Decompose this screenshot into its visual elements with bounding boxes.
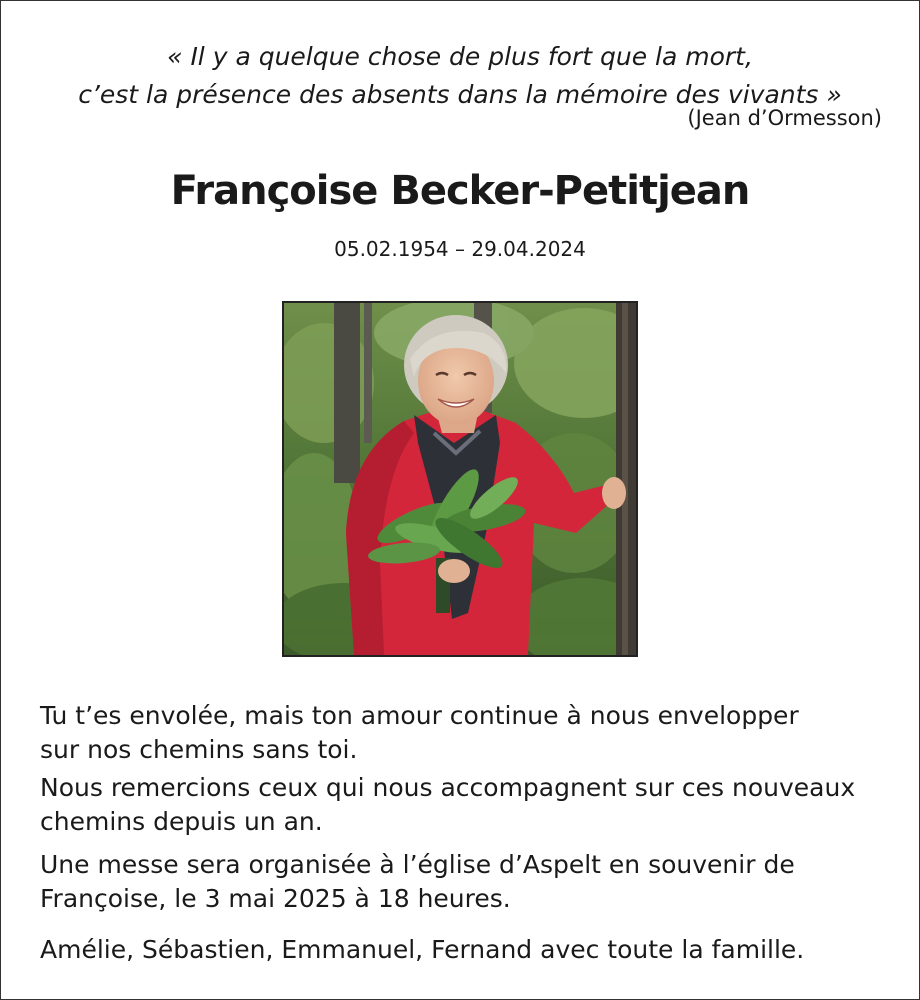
message-line: sur nos chemins sans toi. [40,735,358,764]
message-line: Tu t’es envolée, mais ton amour continue à nous envelopper [40,701,799,730]
quote-line-2: c’est la présence des absents dans la mémoire des vivants » [78,80,842,109]
message-line: chemins depuis un an. [40,807,323,836]
deceased-name: Françoise Becker-Petitjean [170,168,750,214]
life-dates: 05.02.1954 – 29.04.2024 [334,237,586,261]
message-paragraph-1 [40,699,882,767]
message-paragraph-2 [40,771,882,839]
family-signature: Amélie, Sébastien, Emmanuel, Fernand avec toute la famille. [40,935,805,964]
memorial-quote [0,38,920,114]
quote-author: (Jean d’Ormesson) [687,106,882,130]
message-paragraph-3 [40,848,882,916]
message-line: Une messe sera organisée à l’église d’Aspelt en souvenir de [40,850,795,879]
message-line: Nous remercions ceux qui nous accompagnent sur ces nouveaux [40,773,856,802]
portrait-illustration [284,303,636,655]
quote-line-1: « Il y a quelque chose de plus fort que la mort, [167,42,753,71]
portrait-photo [282,301,638,657]
message-line: Françoise, le 3 mai 2025 à 18 heures. [40,884,511,913]
